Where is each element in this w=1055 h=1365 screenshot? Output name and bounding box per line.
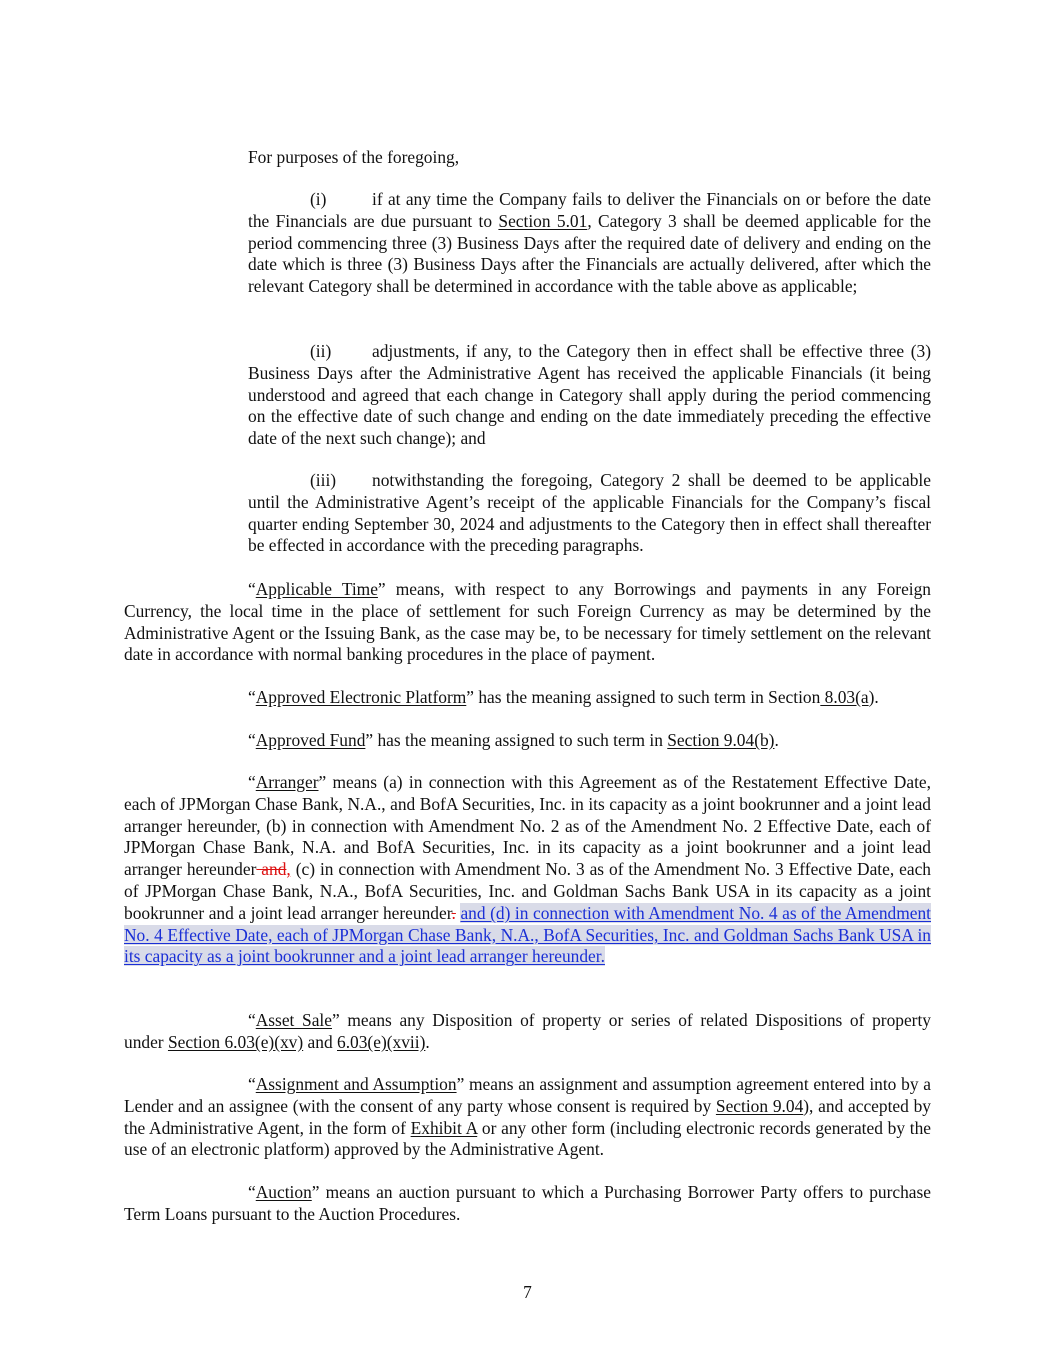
- defined-term: Approved Electronic Platform: [255, 687, 467, 707]
- section-reference: 8.03(a: [820, 687, 869, 707]
- definition-approved-electronic-platform: “Approved Electronic Platform” has the meaning assigned to such term in Section 8.03(a).: [248, 687, 879, 707]
- defined-term: Approved Fund: [255, 730, 366, 750]
- definition-auction: “Auction” means an auction pursuant to which a Purchasing Borrower Party offers to purchase Term Loans pursuant to the Auction Procedures.: [124, 1182, 931, 1224]
- defined-term: Assignment and Assumption: [255, 1074, 457, 1094]
- clause-number: (i): [310, 189, 327, 209]
- definition-applicable-time: “Applicable Time” means, with respect to any Borrowings and payments in any Foreign Currency, the local time in the place of settlement for such Foreign Currency as may be determined by the Administrative Agent or the Issuing Bank, as the case may be, to be necessary for timely settlement on the relevant date in accordance with normal banking procedures in the place of payment.: [124, 579, 932, 665]
- section-reference: Section 9.04(b): [667, 730, 775, 750]
- defined-term: Applicable Time: [255, 579, 378, 599]
- section-reference: Section 5.01: [498, 210, 588, 231]
- defined-term: Auction: [255, 1182, 312, 1202]
- section-reference: 6.03(e)(xvii): [337, 1031, 426, 1052]
- section-reference: Section 9.04: [715, 1095, 804, 1116]
- clause-i: (i) if at any time the Company fails to deliver the Financials on or before the date the Financials are due pursuant to Section 5.01, Category 3 shall be deemed applicable for the period commencing three (3) Business Days after the required date of delivery and ending on the date which is three (3) Business Days after the Financials are actually delivered, after which the relevant Category shall be determined in accordance with the table above as applicable;: [248, 189, 931, 297]
- intro-paragraph: For purposes of the foregoing,: [248, 147, 460, 167]
- section-reference: Section 6.03(e)(xv): [167, 1031, 304, 1052]
- clause-number: (iii): [310, 470, 337, 490]
- definition-asset-sale: “Asset Sale” means any Disposition of property or series of related Dispositions of property under Section 6.03(e)(xv) and 6.03(e)(xvii).: [124, 1010, 931, 1052]
- deleted-text: and: [256, 859, 287, 880]
- definition-approved-fund: “Approved Fund” has the meaning assigned to such term in Section 9.04(b).: [248, 730, 779, 750]
- defined-term: Asset Sale: [255, 1010, 332, 1030]
- inserted-amendment-text: and (d) in connection with Amendment No. 4 as of the Amendment No. 4 Effective Date, each of JPMorgan Chase Bank, N.A., BofA Securities, Inc. and Goldman Sachs Bank USA in its capacity as a joint bookrunner and a joint lead arranger hereunder.: [124, 902, 931, 967]
- definition-arranger: “Arranger” means (a) in connection with this Agreement as of the Restatement Effective Date, each of JPMorgan Chase Bank, N.A., and BofA Securities, Inc. in its capacity as a joint bookrunner and a joint lead arranger hereunder, (b) in connection with Amendment No. 2 as of the Amendment No. 2 Effective Date, each of JPMorgan Chase Bank, N.A. and BofA Securities, Inc. in its capacity as a joint bookrunner and a joint lead arranger hereunder and, (c) in connection with Amendment No. 3 as of the Amendment No. 3 Effective Date, each of JPMorgan Chase Bank, N.A., BofA Securities, Inc. and Goldman Sachs Bank USA in its capacity as a joint bookrunner and a joint lead arranger hereunder. and (d) in connection with Amendment No. 4 as of the Amendment No. 4 Effective Date, each of JPMorgan Chase Bank, N.A., BofA Securities, Inc. and Goldman Sachs Bank USA in its capacity as a joint bookrunner and a joint lead arranger hereunder.: [124, 772, 931, 967]
- page-number: 7: [523, 1282, 532, 1302]
- defined-term: Arranger: [255, 772, 319, 792]
- definition-assignment-and-assumption: “Assignment and Assumption” means an assignment and assumption agreement entered into by a Lender and an assignee (with the consent of any party whose consent is required by Section 9.04), and accepted by the Administrative Agent, in the form of Exhibit A or any other form (including electronic records generated by the use of an electronic platform) approved by the Administrative Agent.: [124, 1074, 931, 1160]
- exhibit-reference: Exhibit A: [410, 1117, 478, 1138]
- clause-iii: (iii) notwithstanding the foregoing, Category 2 shall be deemed to be applicable until the Administrative Agent’s receipt of the applicable Financials for the Company’s fiscal quarter ending September 30, 2024 and adjustments to the Category then in effect shall thereafter be effected in accordance with the preceding paragraphs.: [248, 470, 931, 556]
- clause-number: (ii): [310, 341, 332, 361]
- inserted-text: ,: [286, 859, 291, 880]
- deleted-text: .: [451, 902, 456, 923]
- clause-ii: (ii) adjustments, if any, to the Category then in effect shall be effective three (3) Business Days after the Administrative Agent has received the applicable Financials (it being understood and agreed that each change in Category shall apply during the period commencing on the effective date of such change and ending on the date immediately preceding the effective date of the next such change); and: [248, 341, 931, 449]
